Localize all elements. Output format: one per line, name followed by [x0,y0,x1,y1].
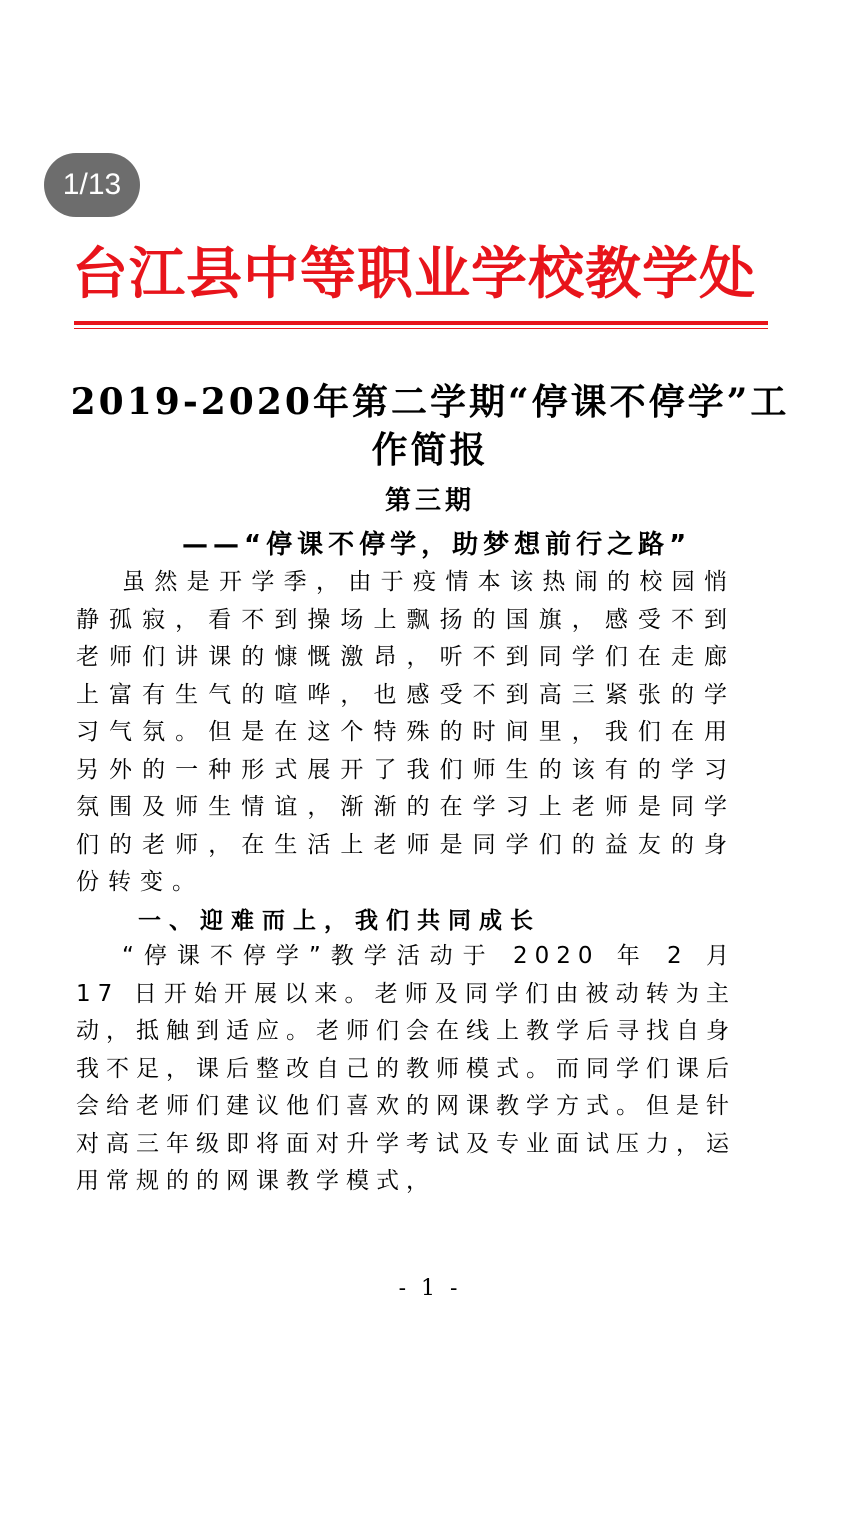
document-title: 2019-2020年第二学期“停课不停学”工作简报 [70,381,790,471]
section-1-paragraph: “停课不停学”教学活动于 2020 年 2 月 17 日开始开展以来。老师及同学们由被动转为主动，抵触到适应。老师们会在线上教学后寻找自身我不足，课后整改自己的教师模式。而同学们课后会给老师们建议他们喜欢的网课教学方式。但是针对高三年级即将面对升学考试及专业面试压力，运用常规的的网课教学模式， [76,943,736,1194]
issue-number: 第三期 [384,486,475,516]
page-number: - 1 - [398,1276,462,1301]
section-heading-1: 一、迎难而上，我们共同成长 [138,907,541,934]
masthead-title: 台江县中等职业学校教学处 [72,241,756,307]
masthead-rule-thin [74,328,768,329]
intro-paragraph: 虽然是开学季，由于疫情本该热闹的校园悄静孤寂，看不到操场上飘扬的国旗，感受不到老师们讲课的慷慨激昂，听不到同学们在走廊上富有生气的喧哗，也感受不到高三紧张的学习气氛。但是在这个特殊的时间里，我们在用另外的一种形式展开了我们师生的该有的学习氛围及师生情谊，渐渐的在学习上老师是同学们的老师，在生活上老师是同学们的益友的身份转变。 [76,569,736,895]
page-indicator-badge: 1/13 [44,153,140,217]
document-subtitle: ——“停课不停学，助梦想前行之路” [182,530,692,560]
masthead-rule-thick [74,321,768,325]
